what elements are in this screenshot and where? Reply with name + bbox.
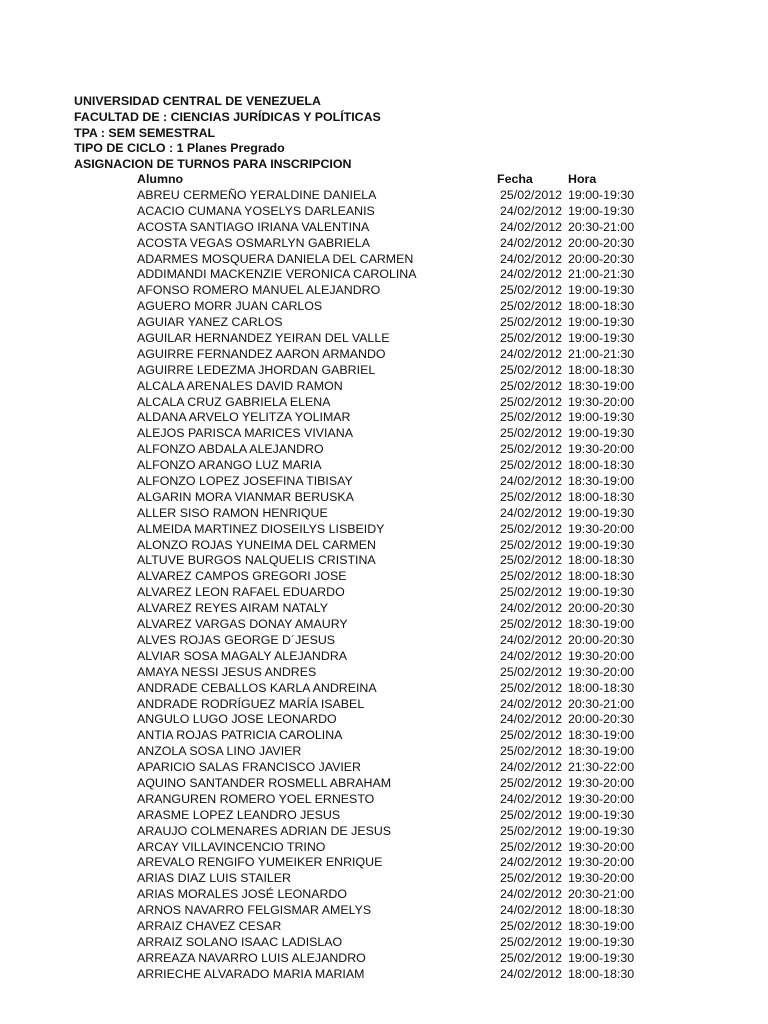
appointment-time: 19:00-19:30 <box>568 331 635 346</box>
table-row <box>0 728 768 744</box>
table-row <box>0 442 768 458</box>
table-row <box>0 919 768 935</box>
appointment-time: 19:30-20:00 <box>568 394 635 409</box>
appointment-date: 25/02/2012 <box>500 680 563 695</box>
appointment-time: 18:00-18:30 <box>568 489 635 504</box>
table-row <box>0 347 768 363</box>
table-row <box>0 903 768 919</box>
appointment-date: 25/02/2012 <box>500 315 563 330</box>
appointment-date: 24/02/2012 <box>500 219 563 234</box>
appointment-date: 25/02/2012 <box>500 458 563 473</box>
student-name: ALVAREZ CAMPOS GREGORI JOSE <box>137 569 347 584</box>
table-row <box>0 967 768 983</box>
appointment-time: 18:00-18:30 <box>568 553 635 568</box>
student-name: AGUERO MORR JUAN CARLOS <box>137 299 323 314</box>
table-row <box>0 283 768 299</box>
student-name: ALVAREZ REYES AIRAM NATALY <box>137 601 328 616</box>
student-name: AMAYA NESSI JESUS ANDRES <box>137 664 317 679</box>
appointment-time: 19:00-19:30 <box>568 505 635 520</box>
appointment-date: 25/02/2012 <box>500 537 563 552</box>
student-name: ALVAREZ LEON RAFAEL EDUARDO <box>137 585 345 600</box>
table-row <box>0 744 768 760</box>
student-name: ARASME LOPEZ LEANDRO JESUS <box>137 807 341 822</box>
table-row <box>0 410 768 426</box>
appointment-date: 25/02/2012 <box>500 728 563 743</box>
appointment-time: 19:30-20:00 <box>568 855 635 870</box>
appointment-date: 24/02/2012 <box>500 855 563 870</box>
appointment-time: 19:00-19:30 <box>568 585 635 600</box>
student-name: ARIAS MORALES JOSÉ LEONARDO <box>137 887 348 902</box>
student-name: ALCALA CRUZ GABRIELA ELENA <box>137 394 331 409</box>
table-row <box>0 553 768 569</box>
appointment-time: 18:00-18:30 <box>568 362 635 377</box>
appointment-date: 24/02/2012 <box>500 203 563 218</box>
appointment-time: 20:30-21:00 <box>568 219 635 234</box>
appointment-time: 19:30-20:00 <box>568 791 635 806</box>
appointment-time: 19:00-19:30 <box>568 426 635 441</box>
table-row <box>0 267 768 283</box>
student-name: ADARMES MOSQUERA DANIELA DEL CARMEN <box>137 251 414 266</box>
appointment-date: 24/02/2012 <box>500 648 563 663</box>
table-row <box>0 331 768 347</box>
table-row <box>0 887 768 903</box>
table-row <box>0 395 768 411</box>
table-row <box>0 585 768 601</box>
appointment-date: 25/02/2012 <box>500 617 563 632</box>
faculty-line: FACULTAD DE : CIENCIAS JURÍDICAS Y POLÍTICAS <box>74 109 381 124</box>
student-name: ALCALA ARENALES DAVID RAMON <box>137 378 343 393</box>
table-row <box>0 855 768 871</box>
student-name: ARRIECHE ALVARADO MARIA MARIAM <box>137 966 365 981</box>
table-row <box>0 681 768 697</box>
table-row <box>0 665 768 681</box>
appointment-date: 25/02/2012 <box>500 585 563 600</box>
student-name: ALVAREZ VARGAS DONAY AMAURY <box>137 617 348 632</box>
student-name: ARRAIZ CHAVEZ CESAR <box>137 918 282 933</box>
appointment-time: 19:30-20:00 <box>568 839 635 854</box>
appointment-date: 25/02/2012 <box>500 775 563 790</box>
appointment-time: 19:00-19:30 <box>568 203 635 218</box>
appointment-date: 25/02/2012 <box>500 569 563 584</box>
appointment-time: 20:00-20:30 <box>568 235 635 250</box>
student-name: AQUINO SANTANDER ROSMELL ABRAHAM <box>137 775 392 790</box>
appointment-time: 18:00-18:30 <box>568 680 635 695</box>
appointment-time: 21:30-22:00 <box>568 760 635 775</box>
appointment-date: 25/02/2012 <box>500 362 563 377</box>
cycle-line: TIPO DE CICLO : 1 Planes Pregrado <box>74 141 285 156</box>
student-name: ABREU CERMEÑO YERALDINE DANIELA <box>137 188 377 202</box>
table-row <box>0 426 768 442</box>
table-row <box>0 935 768 951</box>
appointment-date: 25/02/2012 <box>500 378 563 393</box>
student-name: ANGULO LUGO JOSE LEONARDO <box>137 712 337 727</box>
student-name: ALFONZO ARANGO LUZ MARIA <box>137 458 322 473</box>
appointment-date: 25/02/2012 <box>500 521 563 536</box>
appointment-date: 24/02/2012 <box>500 760 563 775</box>
student-name: ARANGUREN ROMERO YOEL ERNESTO <box>137 791 375 806</box>
appointment-date: 24/02/2012 <box>500 966 563 981</box>
appointment-date: 25/02/2012 <box>500 839 563 854</box>
appointment-time: 18:00-18:30 <box>568 966 635 981</box>
student-list <box>0 188 768 983</box>
student-name: ANDRADE CEBALLOS KARLA ANDREINA <box>137 680 377 695</box>
appointment-time: 19:00-19:30 <box>568 410 635 425</box>
appointment-date: 24/02/2012 <box>500 251 563 266</box>
table-row <box>0 490 768 506</box>
student-name: ALVIAR SOSA MAGALY ALEJANDRA <box>137 648 348 663</box>
appointment-time: 18:00-18:30 <box>568 458 635 473</box>
appointment-time: 21:00-21:30 <box>568 267 635 282</box>
appointment-time: 19:00-19:30 <box>568 807 635 822</box>
student-name: ALONZO ROJAS YUNEIMA DEL CARMEN <box>137 537 376 552</box>
appointment-time: 20:00-20:30 <box>568 632 635 647</box>
table-row <box>0 649 768 665</box>
appointment-time: 18:30-19:00 <box>568 378 635 393</box>
table-row <box>0 951 768 967</box>
appointment-time: 19:30-20:00 <box>568 521 635 536</box>
appointment-time: 19:00-19:30 <box>568 315 635 330</box>
table-row <box>0 808 768 824</box>
table-row <box>0 840 768 856</box>
table-row <box>0 379 768 395</box>
assignment-title: ASIGNACION DE TURNOS PARA INSCRIPCION <box>74 157 352 172</box>
appointment-date: 25/02/2012 <box>500 950 563 965</box>
table-row <box>0 315 768 331</box>
appointment-date: 25/02/2012 <box>500 426 563 441</box>
appointment-time: 20:00-20:30 <box>568 712 635 727</box>
appointment-time: 20:00-20:30 <box>568 251 635 266</box>
appointment-date: 25/02/2012 <box>500 394 563 409</box>
appointment-date: 24/02/2012 <box>500 791 563 806</box>
student-name: ALFONZO ABDALA ALEJANDRO <box>137 442 324 457</box>
appointment-time: 20:30-21:00 <box>568 696 635 711</box>
student-name: ARIAS DIAZ LUIS STAILER <box>137 871 292 886</box>
appointment-time: 19:00-19:30 <box>568 537 635 552</box>
appointment-time: 19:00-19:30 <box>568 934 635 949</box>
table-row <box>0 569 768 585</box>
table-row <box>0 522 768 538</box>
table-row <box>0 824 768 840</box>
appointment-time: 19:30-20:00 <box>568 871 635 886</box>
table-row <box>0 252 768 268</box>
appointment-date: 25/02/2012 <box>500 918 563 933</box>
appointment-date: 24/02/2012 <box>500 505 563 520</box>
appointment-time: 18:30-19:00 <box>568 728 635 743</box>
appointment-date: 24/02/2012 <box>500 601 563 616</box>
appointment-time: 18:00-18:30 <box>568 903 635 918</box>
appointment-date: 24/02/2012 <box>500 474 563 489</box>
student-name: ARRAIZ SOLANO ISAAC LADISLAO <box>137 934 343 949</box>
appointment-date: 25/02/2012 <box>500 823 563 838</box>
appointment-time: 18:30-19:00 <box>568 617 635 632</box>
student-name: AGUIAR YANEZ CARLOS <box>137 315 283 330</box>
appointment-date: 25/02/2012 <box>500 442 563 457</box>
student-name: ANDRADE RODRÍGUEZ MARÍA ISABEL <box>137 696 365 711</box>
student-name: ARCAY VILLAVINCENCIO TRINO <box>137 839 326 854</box>
appointment-time: 20:30-21:00 <box>568 887 635 902</box>
student-name: ALEJOS PARISCA MARICES VIVIANA <box>137 426 353 441</box>
appointment-date: 24/02/2012 <box>500 346 563 361</box>
appointment-date: 24/02/2012 <box>500 696 563 711</box>
student-name: ADDIMANDI MACKENZIE VERONICA CAROLINA <box>137 267 417 282</box>
appointment-time: 19:00-19:30 <box>568 950 635 965</box>
table-row <box>0 633 768 649</box>
table-row <box>0 474 768 490</box>
table-row <box>0 458 768 474</box>
appointment-date: 25/02/2012 <box>500 188 563 202</box>
table-row <box>0 299 768 315</box>
appointment-date: 24/02/2012 <box>500 887 563 902</box>
table-row <box>0 776 768 792</box>
appointment-date: 24/02/2012 <box>500 267 563 282</box>
table-row <box>0 712 768 728</box>
appointment-time: 19:30-20:00 <box>568 648 635 663</box>
appointment-date: 25/02/2012 <box>500 299 563 314</box>
student-name: ALVES ROJAS GEORGE D´JESUS <box>137 632 336 647</box>
student-name: ACOSTA VEGAS OSMARLYN GABRIELA <box>137 235 370 250</box>
student-name: ALTUVE BURGOS NALQUELIS CRISTINA <box>137 553 376 568</box>
university-title: UNIVERSIDAD CENTRAL DE VENEZUELA <box>74 94 321 108</box>
appointment-date: 24/02/2012 <box>500 712 563 727</box>
student-name: AFONSO ROMERO MANUEL ALEJANDRO <box>137 283 381 298</box>
appointment-time: 19:00-19:30 <box>568 823 635 838</box>
column-header-student: Alumno <box>137 172 184 186</box>
table-row <box>0 697 768 713</box>
student-name: ARAUJO COLMENARES ADRIAN DE JESUS <box>137 823 392 838</box>
student-name: ACACIO CUMANA YOSELYS DARLEANIS <box>137 203 375 218</box>
table-row <box>0 871 768 887</box>
student-name: ALFONZO LOPEZ JOSEFINA TIBISAY <box>137 474 353 489</box>
appointment-date: 25/02/2012 <box>500 489 563 504</box>
appointment-date: 25/02/2012 <box>500 807 563 822</box>
appointment-time: 18:00-18:30 <box>568 299 635 314</box>
appointment-date: 25/02/2012 <box>500 744 563 759</box>
appointment-time: 19:30-20:00 <box>568 664 635 679</box>
student-name: ALLER SISO RAMON HENRIQUE <box>137 505 328 520</box>
student-name: ACOSTA SANTIAGO IRIANA VALENTINA <box>137 219 370 234</box>
table-row <box>0 601 768 617</box>
student-name: ALGARIN MORA VIANMAR BERUSKA <box>137 489 354 504</box>
student-name: ALDANA ARVELO YELITZA YOLIMAR <box>137 410 351 425</box>
student-name: ARREAZA NAVARRO LUIS ALEJANDRO <box>137 950 366 965</box>
column-header-date: Fecha <box>497 172 533 186</box>
student-name: ARNOS NAVARRO FELGISMAR AMELYS <box>137 903 372 918</box>
appointment-date: 25/02/2012 <box>500 553 563 568</box>
appointment-time: 18:30-19:00 <box>568 918 635 933</box>
student-name: AREVALO RENGIFO YUMEIKER ENRIQUE <box>137 855 383 870</box>
appointment-time: 18:30-19:00 <box>568 474 635 489</box>
appointment-time: 20:00-20:30 <box>568 601 635 616</box>
appointment-time: 18:00-18:30 <box>568 569 635 584</box>
document-header <box>74 94 381 173</box>
student-name: APARICIO SALAS FRANCISCO JAVIER <box>137 760 361 775</box>
appointment-date: 25/02/2012 <box>500 934 563 949</box>
table-row <box>0 188 768 204</box>
appointment-date: 24/02/2012 <box>500 632 563 647</box>
student-name: ANTIA ROJAS PATRICIA CAROLINA <box>137 728 343 743</box>
appointment-date: 25/02/2012 <box>500 283 563 298</box>
column-header-time: Hora <box>568 172 597 186</box>
appointment-date: 25/02/2012 <box>500 871 563 886</box>
tpa-line: TPA : SEM SEMESTRAL <box>74 125 216 140</box>
appointment-date: 24/02/2012 <box>500 235 563 250</box>
appointment-time: 19:00-19:30 <box>568 188 635 202</box>
appointment-date: 25/02/2012 <box>500 410 563 425</box>
appointment-time: 19:30-20:00 <box>568 775 635 790</box>
table-row <box>0 236 768 252</box>
table-row <box>0 760 768 776</box>
student-name: AGUIRRE LEDEZMA JHORDAN GABRIEL <box>137 362 376 377</box>
student-name: ALMEIDA MARTINEZ DIOSEILYS LISBEIDY <box>137 521 385 536</box>
student-name: AGUIRRE FERNANDEZ AARON ARMANDO <box>137 346 386 361</box>
appointment-date: 25/02/2012 <box>500 331 563 346</box>
student-name: AGUILAR HERNANDEZ YEIRAN DEL VALLE <box>137 331 390 346</box>
appointment-time: 19:30-20:00 <box>568 442 635 457</box>
table-row <box>0 220 768 236</box>
table-row <box>0 792 768 808</box>
appointment-time: 18:30-19:00 <box>568 744 635 759</box>
appointment-date: 25/02/2012 <box>500 664 563 679</box>
student-name: ANZOLA SOSA LINO JAVIER <box>137 744 302 759</box>
table-row <box>0 538 768 554</box>
appointment-date: 24/02/2012 <box>500 903 563 918</box>
table-row <box>0 363 768 379</box>
appointment-time: 19:00-19:30 <box>568 283 635 298</box>
table-row <box>0 204 768 220</box>
table-row <box>0 506 768 522</box>
appointment-time: 21:00-21:30 <box>568 346 635 361</box>
table-row <box>0 617 768 633</box>
